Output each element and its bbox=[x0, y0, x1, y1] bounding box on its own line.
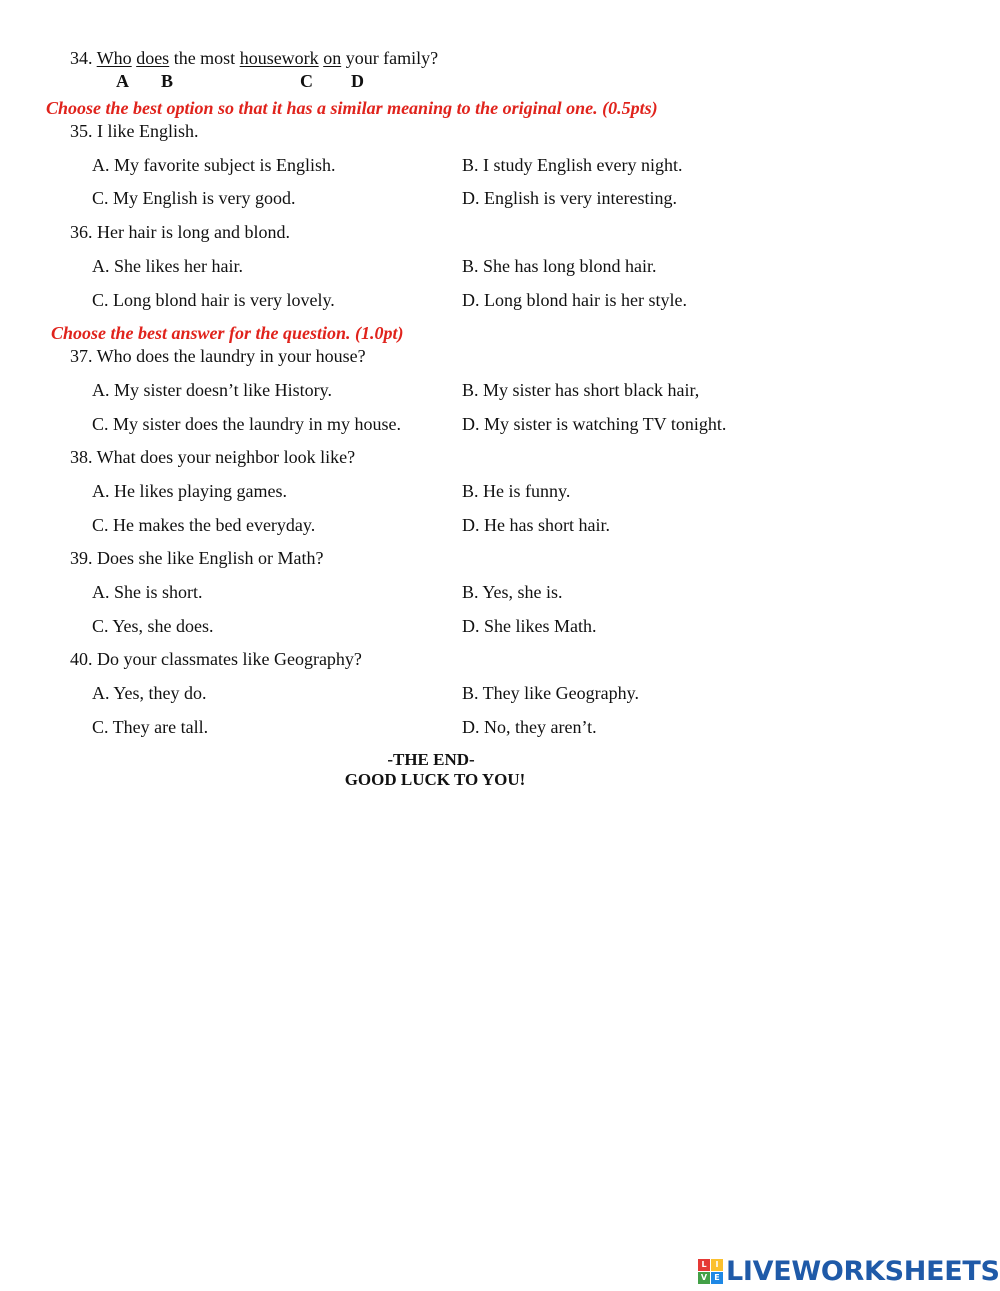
q39-option-b[interactable]: B. Yes, she is. bbox=[462, 582, 563, 602]
logo-square-red: L bbox=[698, 1259, 710, 1271]
q36-option-d[interactable]: D. Long blond hair is her style. bbox=[462, 290, 687, 310]
q35-option-d[interactable]: D. English is very interesting. bbox=[462, 188, 677, 208]
q39-option-c[interactable]: C. Yes, she does. bbox=[92, 616, 214, 636]
logo-square-blue: E bbox=[711, 1272, 723, 1284]
good-luck-label: GOOD LUCK TO YOU! bbox=[344, 770, 526, 789]
q34-part-c: housework bbox=[239, 48, 319, 68]
section-heading-best-answer: Choose the best answer for the question. (1.0pt) bbox=[51, 323, 404, 343]
q37-option-b[interactable]: B. My sister has short black hair, bbox=[462, 380, 700, 400]
q34-number: 34. bbox=[70, 48, 93, 68]
q36-option-a[interactable]: A. She likes her hair. bbox=[92, 256, 243, 276]
the-end-label: -THE END- bbox=[387, 750, 475, 769]
q40-option-c[interactable]: C. They are tall. bbox=[92, 717, 209, 737]
q34-letter-b: B bbox=[161, 71, 174, 91]
q34-text: the most bbox=[173, 48, 236, 68]
q40-option-d[interactable]: D. No, they aren’t. bbox=[462, 717, 597, 737]
q38-option-d[interactable]: D. He has short hair. bbox=[462, 515, 610, 535]
question-34 bbox=[70, 47, 438, 69]
q35-option-c[interactable]: C. My English is very good. bbox=[92, 188, 296, 208]
q34-part-d: on bbox=[323, 48, 342, 68]
q35-option-a[interactable]: A. My favorite subject is English. bbox=[92, 155, 336, 175]
q39-option-d[interactable]: D. She likes Math. bbox=[462, 616, 597, 636]
q38-option-a[interactable]: A. He likes playing games. bbox=[92, 481, 287, 501]
q38-option-b[interactable]: B. He is funny. bbox=[462, 481, 571, 501]
q34-part-b: does bbox=[136, 48, 170, 68]
liveworksheets-logo-text: LIVEWORKSHEETS bbox=[726, 1255, 1000, 1287]
logo-square-green: V bbox=[698, 1272, 710, 1284]
q40-option-b[interactable]: B. They like Geography. bbox=[462, 683, 639, 703]
q37-option-d[interactable]: D. My sister is watching TV tonight. bbox=[462, 414, 727, 434]
question-38: 38. What does your neighbor look like? bbox=[70, 447, 356, 467]
q40-option-a[interactable]: A. Yes, they do. bbox=[92, 683, 207, 703]
q37-option-a[interactable]: A. My sister doesn’t like History. bbox=[92, 380, 332, 400]
section-heading-similar-meaning: Choose the best option so that it has a similar meaning to the original one. (0.5pts) bbox=[46, 98, 658, 118]
question-39: 39. Does she like English or Math? bbox=[70, 548, 324, 568]
q34-letter-c: C bbox=[300, 71, 313, 91]
q36-option-c[interactable]: C. Long blond hair is very lovely. bbox=[92, 290, 335, 310]
logo-square-yellow: I bbox=[711, 1259, 723, 1271]
q36-option-b[interactable]: B. She has long blond hair. bbox=[462, 256, 657, 276]
q38-option-c[interactable]: C. He makes the bed everyday. bbox=[92, 515, 316, 535]
q35-option-b[interactable]: B. I study English every night. bbox=[462, 155, 683, 175]
question-36: 36. Her hair is long and blond. bbox=[70, 222, 290, 242]
q37-option-c[interactable]: C. My sister does the laundry in my house. bbox=[92, 414, 401, 434]
question-35: 35. I like English. bbox=[70, 121, 199, 141]
question-37: 37. Who does the laundry in your house? bbox=[70, 346, 366, 366]
liveworksheets-logo[interactable] bbox=[698, 1256, 1000, 1286]
q34-letter-d: D bbox=[351, 71, 364, 91]
q34-part-a: Who bbox=[96, 48, 132, 68]
liveworksheets-logo-icon bbox=[698, 1259, 723, 1284]
q34-letter-a: A bbox=[116, 71, 129, 91]
q39-option-a[interactable]: A. She is short. bbox=[92, 582, 203, 602]
q34-text-end: your family? bbox=[345, 48, 439, 68]
question-40: 40. Do your classmates like Geography? bbox=[70, 649, 362, 669]
